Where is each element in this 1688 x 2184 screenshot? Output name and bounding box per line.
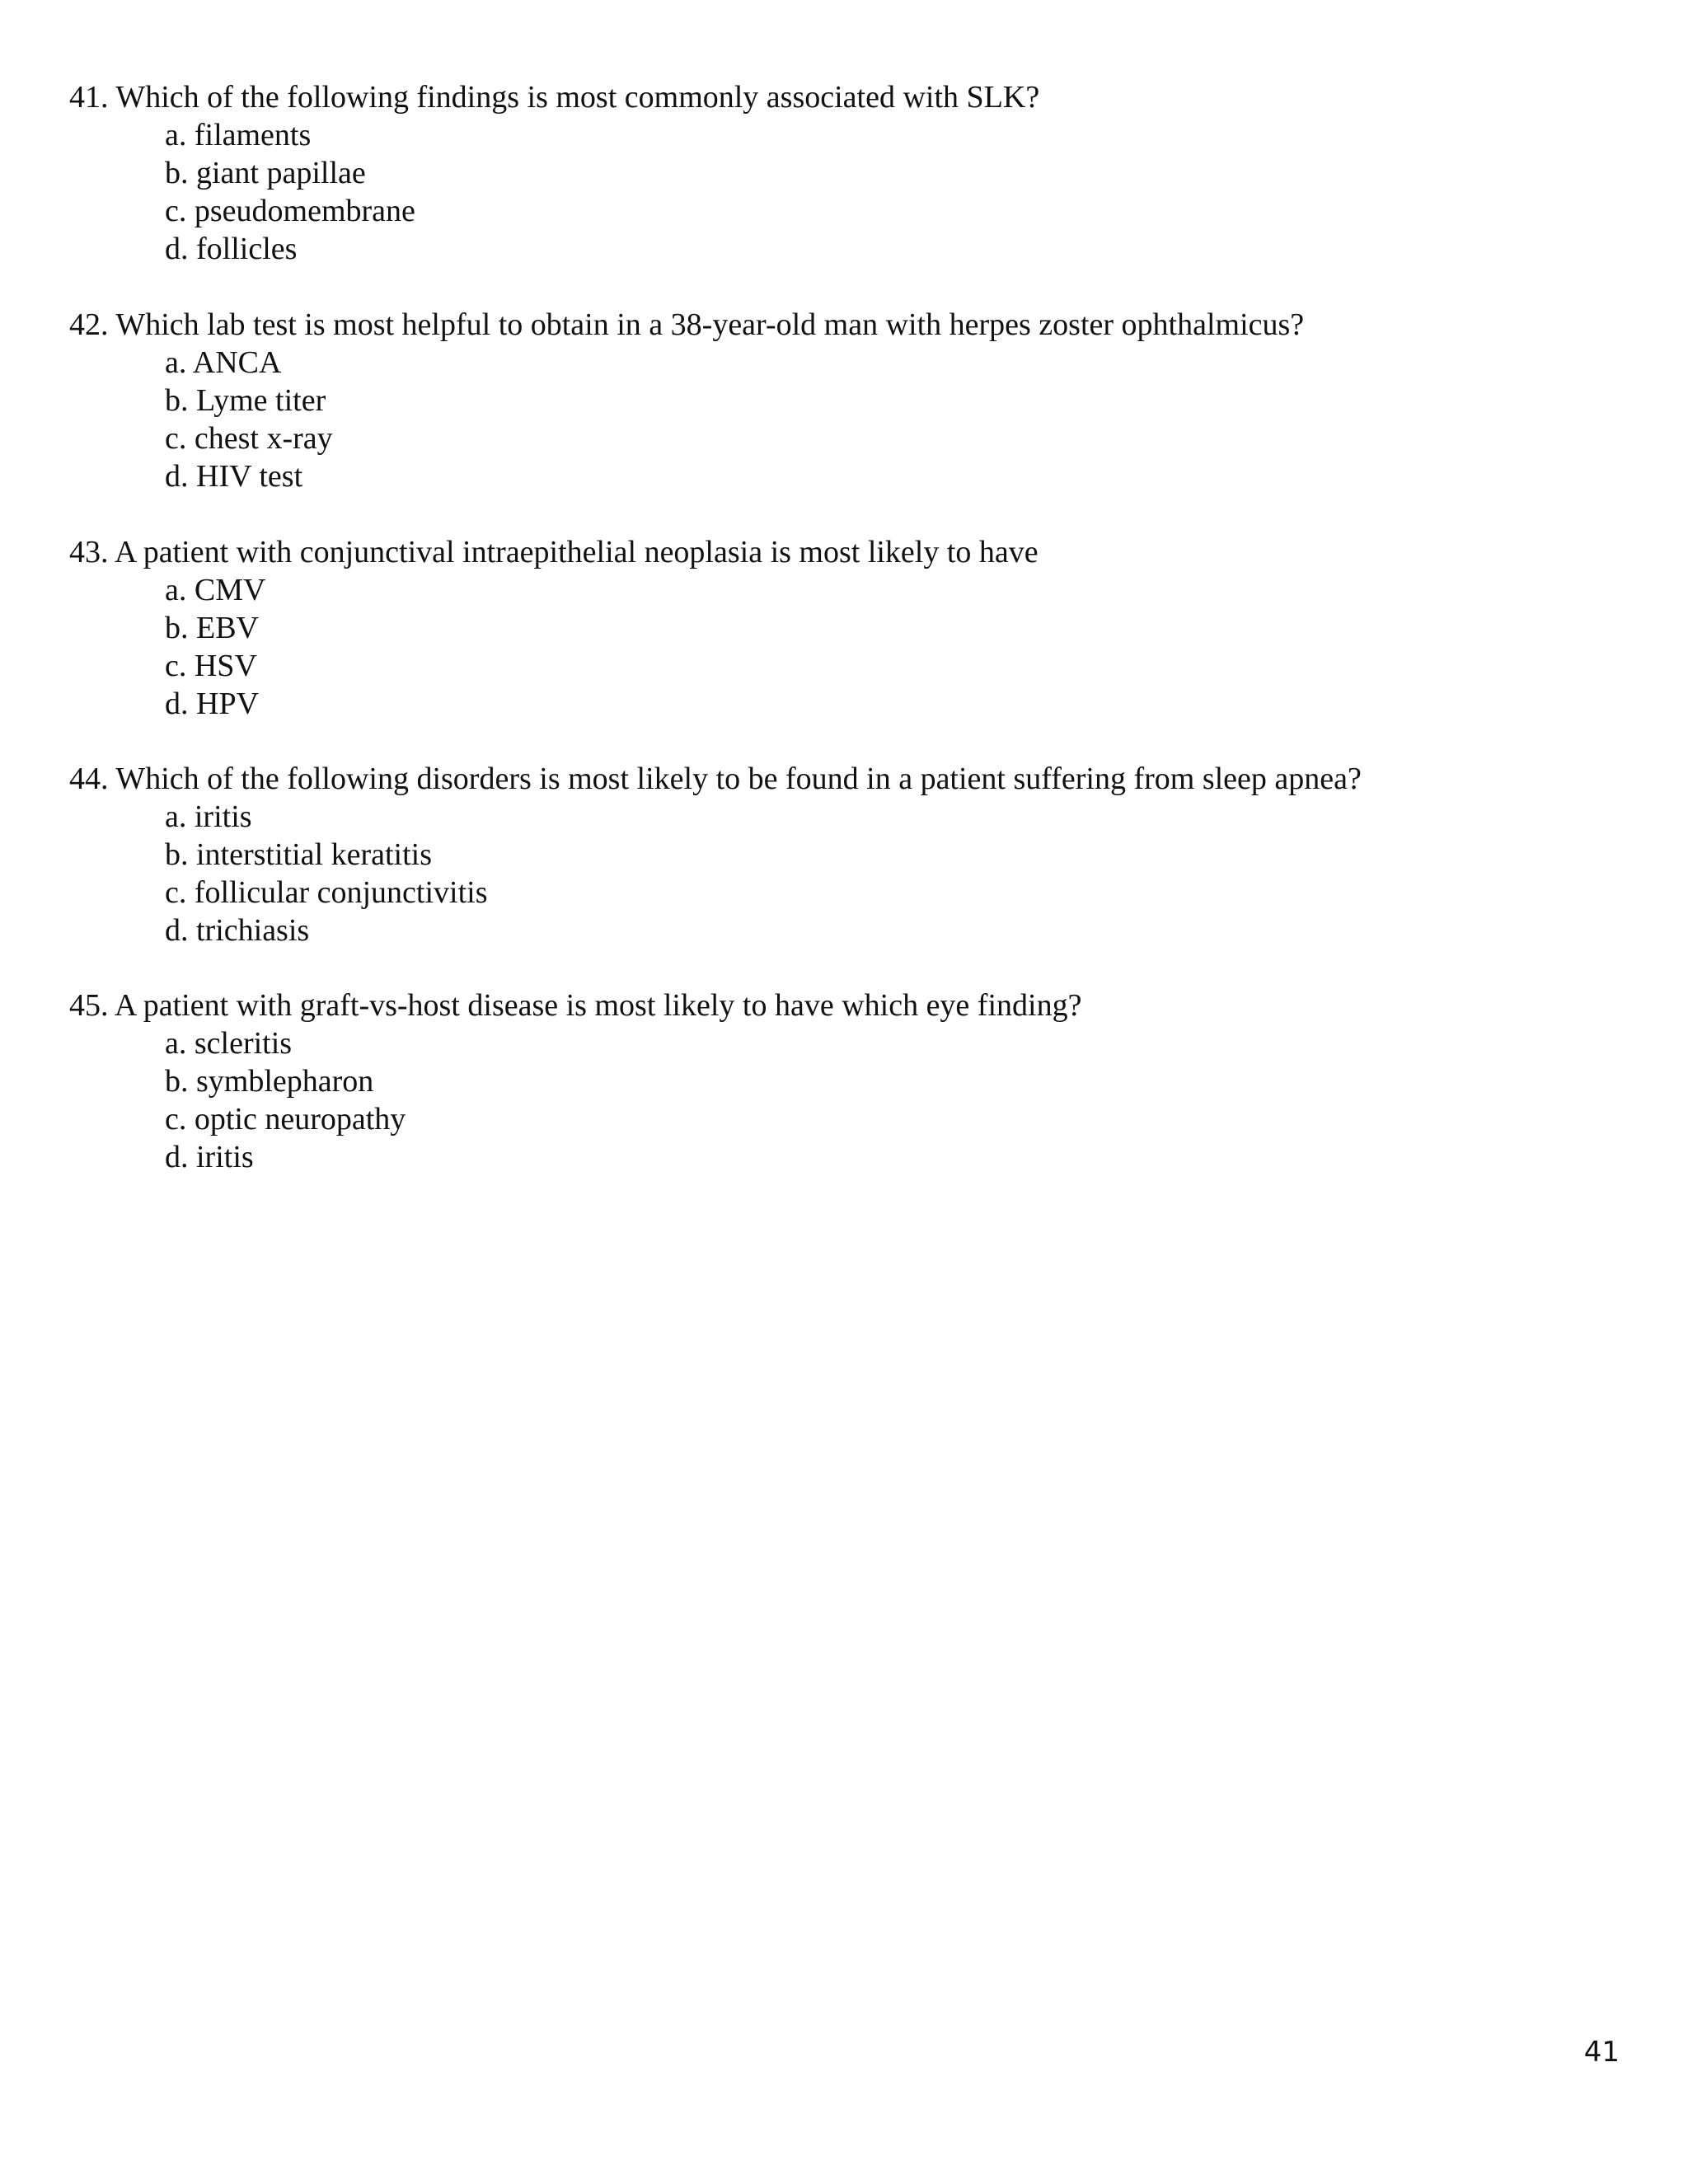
answer-option: d. trichiasis <box>165 913 310 948</box>
answer-option: d. iritis <box>165 1140 254 1174</box>
question-41 <box>69 78 1635 268</box>
answer-option: c. HSV <box>165 649 257 683</box>
question-stem <box>69 760 1635 798</box>
question-stem <box>69 987 1635 1024</box>
question-stem <box>69 306 1635 344</box>
question-42 <box>69 306 1635 495</box>
question-stem <box>69 533 1635 571</box>
question-number: 43. <box>69 535 109 569</box>
answer-option: d. HIV test <box>165 459 303 494</box>
question-number: 42. <box>69 307 109 342</box>
question-stem <box>69 78 1635 116</box>
answer-option: a. ANCA <box>165 345 282 380</box>
answer-options <box>69 344 1635 495</box>
page-number: 41 <box>1583 2036 1620 2069</box>
answer-option: c. chest x-ray <box>165 421 333 456</box>
answer-options <box>69 116 1635 268</box>
answer-option: b. giant papillae <box>165 156 366 190</box>
answer-options <box>69 798 1635 949</box>
question-text: A patient with graft-vs-host disease is most likely to have which eye finding? <box>114 988 1082 1023</box>
question-45 <box>69 987 1635 1176</box>
answer-options <box>69 1024 1635 1176</box>
question-text: Which of the following findings is most commonly associated with SLK? <box>115 80 1040 115</box>
answer-option: d. follicles <box>165 232 298 266</box>
question-text: Which lab test is most helpful to obtain in a 38-year-old man with herpes zoster ophthalmicus? <box>115 307 1305 342</box>
answer-option: c. optic neuropathy <box>165 1102 406 1137</box>
answer-option: c. pseudomembrane <box>165 194 415 228</box>
question-number: 44. <box>69 762 109 796</box>
answer-options <box>69 571 1635 723</box>
answer-option: b. EBV <box>165 611 259 645</box>
answer-option: a. scleritis <box>165 1026 293 1061</box>
answer-option: b. Lyme titer <box>165 383 326 418</box>
answer-option: b. symblepharon <box>165 1064 374 1099</box>
question-text: Which of the following disorders is most likely to be found in a patient suffering from sleep apnea? <box>115 762 1362 796</box>
answer-option: a. CMV <box>165 573 266 607</box>
answer-option: a. filaments <box>165 118 312 152</box>
answer-option: a. iritis <box>165 799 252 834</box>
question-text: A patient with conjunctival intraepithelial neoplasia is most likely to have <box>114 535 1039 569</box>
question-number: 41. <box>69 80 109 115</box>
question-44 <box>69 760 1635 949</box>
answer-option: b. interstitial keratitis <box>165 837 432 872</box>
question-43 <box>69 533 1635 723</box>
question-number: 45. <box>69 988 109 1023</box>
answer-option: d. HPV <box>165 687 260 721</box>
answer-option: c. follicular conjunctivitis <box>165 875 488 910</box>
